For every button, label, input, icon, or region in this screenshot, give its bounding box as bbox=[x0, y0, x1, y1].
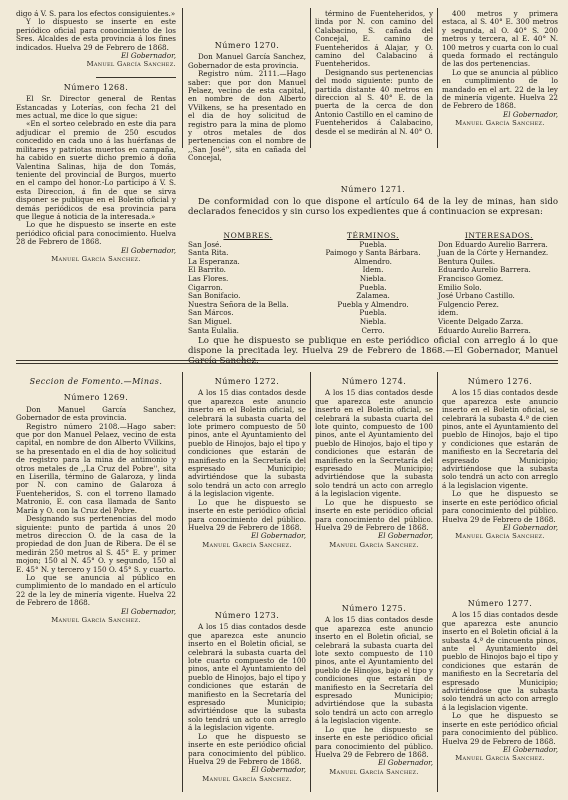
notice-1274-signer: Manuel García Sanchez. bbox=[329, 540, 419, 549]
section-divider bbox=[16, 360, 558, 361]
notice-1270-para-1: Don Manuel García Sanchez, Gobernador de esta provincia. bbox=[188, 52, 306, 70]
notice-1277 bbox=[442, 600, 558, 763]
notice-1269-signature: El Gobernador, bbox=[121, 606, 176, 616]
notice-1274-title: Número 1274. bbox=[341, 377, 407, 386]
notice-1268-para-2: «En el sorteo celebrado en este dia para adjudicar el premio de 250 escudos concedido en cada uno á las huérfanas de militares y patriotas muertos en campaña, ha cabido en suerte dicho premio á doña Valentina Salinas, hija de don Tomás, teniente del provincial de Burgos, muerto en el campo del honor.-Lo participo á V. S. esta Direccion, á fin de que se sirva disponer se publique en el Boletin oficial y demás periódicos de esa provincia para que llegue á noticia de la interesada.» bbox=[16, 119, 176, 221]
notice-1270-col-c bbox=[442, 10, 558, 128]
notice-1269-para-1: Don Manuel García Sanchez, Gobernador de esta provincia. bbox=[16, 404, 176, 423]
notice-1269-para-2: Registro número 2108.—Hago saber: que por don Manuel Pelaez, vecino de esta capital, en nombre de don Alberto VVilkins, se ha presentado en el dia de hoy solicitud de registro para la mina de antimonio y otros metales de ,,La Cruz del Pobre'', sita en Liserilla, término de Galaroza, y linda por N. con camino de Galaroza á Fuenteheridos, S. con el torreno llamado Matronio, E. con casa llamada de Santo María y O. con la Cruz del Pobre. bbox=[16, 421, 176, 515]
notice-1270-signer: Manuel García Sanchez. bbox=[455, 119, 545, 128]
notice-1276-signer: Manuel García Sanchez. bbox=[455, 532, 545, 541]
notice-1277-signer: Manuel García Sanchez. bbox=[455, 754, 545, 763]
notice-1271 bbox=[188, 186, 558, 217]
interesado-cell: Francisco Gomez. bbox=[438, 273, 504, 283]
notice-1274-signature: El Gobernador, bbox=[378, 531, 433, 541]
interesado-cell: Juan de la Córte y Hernandez. bbox=[438, 248, 549, 258]
notice-1268-signer: Manuel García Sanchez. bbox=[51, 254, 141, 263]
notice-1272-signer: Manuel García Sanchez. bbox=[202, 540, 292, 549]
notice-1276-close: Lo que he dispuesto se inserte en este periódico oficial para conocimiento del público. Huelva 29 de Febrero de 1868. bbox=[442, 489, 558, 524]
notice-1271-closing: Lo que he dispuesto se publique en este periódico oficial con arreglo á lo que dispone la precitada ley. Huelva 29 de Febrero de 1868.—El Gobernador, Manuel García Sanchez. bbox=[188, 336, 558, 366]
top-left-column bbox=[16, 10, 176, 263]
notice-1273-signer: Manuel García Sanchez. bbox=[202, 774, 292, 783]
notice-1277-signature: El Gobernador, bbox=[503, 744, 558, 754]
notice-1268-para-1: El Sr. Director general de Rentas Estancadas y Loterías, con fecha 21 del mes actual, me dice lo que sigue: bbox=[16, 94, 176, 121]
termino-cell: Puebla y Almendro. bbox=[337, 299, 409, 309]
notice-1275-title: Número 1275. bbox=[341, 604, 407, 613]
termino-cell: Puebla. bbox=[359, 282, 387, 292]
notice-1275-signer: Manuel García Sanchez. bbox=[329, 767, 419, 776]
bottom-left-column bbox=[16, 378, 176, 624]
notice-1270-col-b bbox=[315, 10, 433, 136]
notice-1270-para-6: Lo que se anuncia al público en cumplimiento de lo mandado en el art. 22 de la ley de minería vigente. Huelva 22 de Febrero de 1868. bbox=[442, 67, 558, 111]
notice-1275-body: A los 15 dias contados desde que aparezca este anuncio inserto en el Boletin oficial, se celebrará la subasta cuarta del lote sexto compuesto de 110 pinos, ante el Ayuntamiento del pueblo de Hinojos, bajo el tipo y condiciones que estarán de manifiesto en la Secretaría del espresado Municipio; advirtiéndose que la subasta solo tendrá un acto con arreglo á la legislacion vigente. bbox=[315, 615, 433, 726]
interesado-cell: Bentura Quiles. bbox=[438, 256, 496, 266]
interesado-cell: Vicente Delgado Zarza. bbox=[438, 316, 524, 326]
notice-1277-title: Número 1277. bbox=[467, 599, 533, 608]
notice-1268-title: Número 1268. bbox=[63, 82, 129, 92]
notice-1269-signer: Manuel García Sanchez. bbox=[51, 615, 141, 624]
column-rule bbox=[310, 372, 311, 792]
termino-cell: Niebla. bbox=[359, 316, 387, 326]
nombre-cell: La Esperanza. bbox=[188, 256, 240, 266]
notice-1274-body: A los 15 dias contados desde que aparezca este anuncio inserto en el Boletin oficial, se celebrará la subasta cuarta del lote quinto, compuesto de 100 pinos, ante el Ayuntamiento del pueblo de Hinojos, bajo el tipo y condiciones que estarán de manifiesto en la Secretaría del espresado Municipio; advirtiéndose que la subasta solo tendrá un acto con arreglo á la legislacion vigente. bbox=[315, 388, 433, 499]
section-divider bbox=[16, 363, 558, 364]
table-col-terminos bbox=[312, 232, 434, 335]
notice-1269-para-3: Designando sus pertenencias del modo siguiente: punto de partida á unos 20 metros direccion O. de la casa de la propiedad de don Juan de Ribera. De él se medirán 250 metros al S. 45° E. y primer mojon; 150 al N. 45° O. y segundo, 150 al E. 45° N. y tercero y 150 O. 45° S. y cuarto. bbox=[16, 514, 176, 574]
notice-1270-signature: El Gobernador, bbox=[503, 109, 558, 119]
nombre-cell: Las Flores. bbox=[188, 273, 229, 283]
notice-1276-body: A los 15 dias contados desde que aparezca este anuncio inserto en el Boletin oficial, se celebrará la subasta 4.ª de cien pinos, ante el Ayuntamiento del pueblo de Hinojos, bajo el tipo y condiciones que estarán de manifiesto en la Secretaría del espresado Municipio; advirtiéndose que la subasta solo tendrá un acto con arreglo á la legislacion vigente. bbox=[442, 388, 558, 490]
notice-1270-title: Número 1270. bbox=[214, 41, 280, 50]
nombre-cell: San Márcos. bbox=[188, 308, 234, 318]
notice-1268-signature: El Gobernador, bbox=[121, 245, 176, 255]
notice-1270-para-5: 400 metros y primera estaca, al S. 40° E. 300 metros y segunda, al O. 40° S. 200 metros y tercera, al E. 40° N. 100 metros y cuarta con lo cual queda formado el rectángulo de las dos pertenencias. bbox=[442, 9, 558, 69]
termino-cell: Puebla. bbox=[359, 308, 387, 318]
section-title: Seccion de Fomento.—Minas. bbox=[29, 377, 163, 386]
left-cont-para-1: digo á V. S. para los efectos consiguientes.» bbox=[16, 9, 176, 18]
notice-1270-para-4: Designando sus pertenencias del modo siguiente: punto de partida distante 40 metros en direccion al S. 40° E. de la puerta de la cerca de don Antonio Castillo en el camino de Fuenteheridos á Calabacino, desde el se medirán al N. 40° O. bbox=[315, 67, 433, 136]
interesado-cell: Eduardo Aurelio Barrera. bbox=[438, 265, 531, 275]
notice-1273 bbox=[188, 612, 306, 783]
table-col-interesados bbox=[438, 232, 560, 335]
notice-1273-body: A los 15 dias contados desde que aparezca este anuncio inserto en el Boletin oficial, se celebrará la subasta cuarta del lote cuarto compuesto de 100 pinos, ante el Ayuntamiento del pueblo de Hinojos, bajo el tipo y condiciones que estarán de manifiesto en la Secretaría del espresado Municipio; advirtiéndose que la subasta solo tendrá un acto con arreglo á la legislacion vigente. bbox=[188, 622, 306, 733]
termino-cell: Almendro. bbox=[354, 256, 392, 266]
interesado-cell: Don Eduardo Aurelio Barrera. bbox=[438, 239, 548, 249]
nombre-cell: El Barrito. bbox=[188, 265, 226, 275]
notice-1269-title: Número 1269. bbox=[63, 393, 129, 403]
nombre-cell: Santa Eulalia. bbox=[188, 325, 239, 335]
notice-1272 bbox=[188, 378, 306, 549]
notice-1273-close: Lo que he dispuesto se inserte en este periódico oficial para conocimiento del público. Huelva 29 de Febrero de 1868. bbox=[188, 731, 306, 766]
divider bbox=[96, 77, 176, 78]
notice-1271-closing-block bbox=[188, 336, 558, 366]
header-interesados: INTERESADOS. bbox=[464, 231, 534, 240]
notice-1272-close: Lo que he dispuesto se inserte en este periódico oficial para conocimiento del público. Huelva 29 de Febrero de 1868. bbox=[188, 497, 306, 532]
nombre-cell: San José. bbox=[188, 239, 222, 249]
column-rule bbox=[182, 8, 183, 148]
interesado-cell: José Urbano Castillo. bbox=[438, 291, 515, 301]
column-rule bbox=[182, 372, 183, 792]
termino-cell: Idem. bbox=[362, 265, 384, 275]
left-cont-para-2: Y lo dispuesto se inserte en este periódico oficial para conocimiento de los Sres. Alcaldes de esta provincia á los fines indicados. Huelva 29 de Febrero de 1868. bbox=[16, 17, 176, 52]
notice-1274-close: Lo que he dispuesto se inserte en este periódico oficial para conocimiento del público. Huelva 29 de Febrero de 1868. bbox=[315, 497, 433, 532]
notice-1273-title: Número 1273. bbox=[214, 611, 280, 620]
termino-cell: Puebla. bbox=[359, 239, 387, 249]
notice-1268-para-3: Lo que he dispuesto se inserte en este periódico oficial para conocimiento. Huelva 28 de Febrero de 1868. bbox=[16, 220, 176, 247]
notice-1276-signature: El Gobernador, bbox=[503, 522, 558, 532]
notice-1275-close: Lo que he dispuesto se inserte en este periódico oficial para conocimiento del público. Huelva 29 de Febrero de 1868. bbox=[315, 724, 433, 759]
left-cont-signer: Manuel García Sanchez. bbox=[86, 60, 176, 69]
notice-1272-body: A los 15 dias contados desde que aparezca este anuncio inserto en el Boletin oficial, se celebrará la subasta cuarta del lote primero compuesto de 50 pinos, ante el Ayuntamiento del pueblo de Hinojos, bajo el tipo y condiciones que estarán de manifiesto en la Secretaría del espresado Municipio; advirtiéndose que la subasta solo tendrá un acto con arreglo á la legislacion vigente. bbox=[188, 388, 306, 499]
notice-1270-para-3: término de Fuenteheridos, y linda por N. con camino del Calabacino, S. cañada del Concejal, E. camino de Fuenteheridos á Alajar, y O. camino del Calabacino á Fuenteheridos. bbox=[315, 9, 433, 69]
table-col-nombres bbox=[188, 232, 308, 335]
nombre-cell: Santa Rita. bbox=[188, 248, 229, 258]
interesado-cell: Eduardo Aurelio Barrera. bbox=[438, 325, 531, 335]
notice-1269-para-4: Lo que se anuncia al público en cumplimiento de lo mandado en el artículo 22 de la ley de minería vigente. Huelva 22 de Febrero de 1868. bbox=[16, 572, 176, 608]
interesado-cell: Fulgencio Perez. bbox=[438, 299, 499, 309]
nombre-cell: San Bonifacio. bbox=[188, 291, 241, 301]
notice-1277-body: A los 15 dias contados desde que aparezca este anuncio inserto en el Boletin oficial á la subasta 4.ª de cincuenta pinos, ante el Ayuntamiento del pueblo de Hinojos bajo el tipo y condiciones que estarán de manifiesto en la Secretaría del espresado Municipio; advirtiéndose que la subasta solo tendrá un acto con arreglo á la legislacion vigente. bbox=[442, 610, 558, 712]
notice-1276 bbox=[442, 378, 558, 541]
termino-cell: Cerro. bbox=[361, 325, 385, 335]
notice-1275 bbox=[315, 605, 433, 776]
interesado-cell: idem. bbox=[438, 308, 459, 318]
nombre-cell: Nuestra Señora de la Bella. bbox=[188, 299, 289, 309]
left-cont-signature: El Gobernador, bbox=[121, 51, 176, 61]
column-rule bbox=[437, 8, 438, 148]
notice-1273-signature: El Gobernador, bbox=[251, 765, 306, 775]
notice-1277-close: Lo que he dispuesto se inserte en este periódico oficial para conocimiento del público. Huelva 29 de Febrero de 1868. bbox=[442, 711, 558, 746]
notice-1270-col-a bbox=[188, 42, 306, 163]
header-nombres: NOMBRES. bbox=[223, 231, 273, 240]
notice-1275-signature: El Gobernador, bbox=[378, 758, 433, 768]
notice-1274 bbox=[315, 378, 433, 549]
notice-1270-para-2: Registro núm. 2111.—Hago saber: que por don Manuel Pelaez, vecino de esta capital, en nombre de don Alberto VVilkens, se ha presentado en el dia de hoy solicitud de registro para la mina de plomo y otros metales de dos pertenencias con el nombre de ,,San José'', sita en cañada del Concejal, bbox=[188, 69, 306, 163]
header-terminos: TÉRMINOS. bbox=[346, 231, 400, 240]
notice-1272-signature: El Gobernador, bbox=[251, 531, 306, 541]
nombre-cell: San Miguel. bbox=[188, 316, 232, 326]
notice-1276-title: Número 1276. bbox=[467, 377, 533, 386]
notice-1272-title: Número 1272. bbox=[214, 377, 280, 386]
column-rule bbox=[310, 8, 311, 148]
termino-cell: Zalamea. bbox=[356, 291, 390, 301]
nombre-cell: Cigarron. bbox=[188, 282, 223, 292]
column-rule bbox=[437, 372, 438, 792]
notice-1271-title: Número 1271. bbox=[340, 185, 406, 194]
termino-cell: Paimogo y Santa Bárbara. bbox=[325, 248, 421, 258]
interesado-cell: Emilio Solo. bbox=[438, 282, 482, 292]
termino-cell: Niebla. bbox=[359, 273, 387, 283]
notice-1271-intro: De conformidad con lo que dispone el artículo 64 de la ley de minas, han sido declarados fenecidos y sin curso los expedientes que á continuacion se expresan: bbox=[188, 197, 558, 218]
